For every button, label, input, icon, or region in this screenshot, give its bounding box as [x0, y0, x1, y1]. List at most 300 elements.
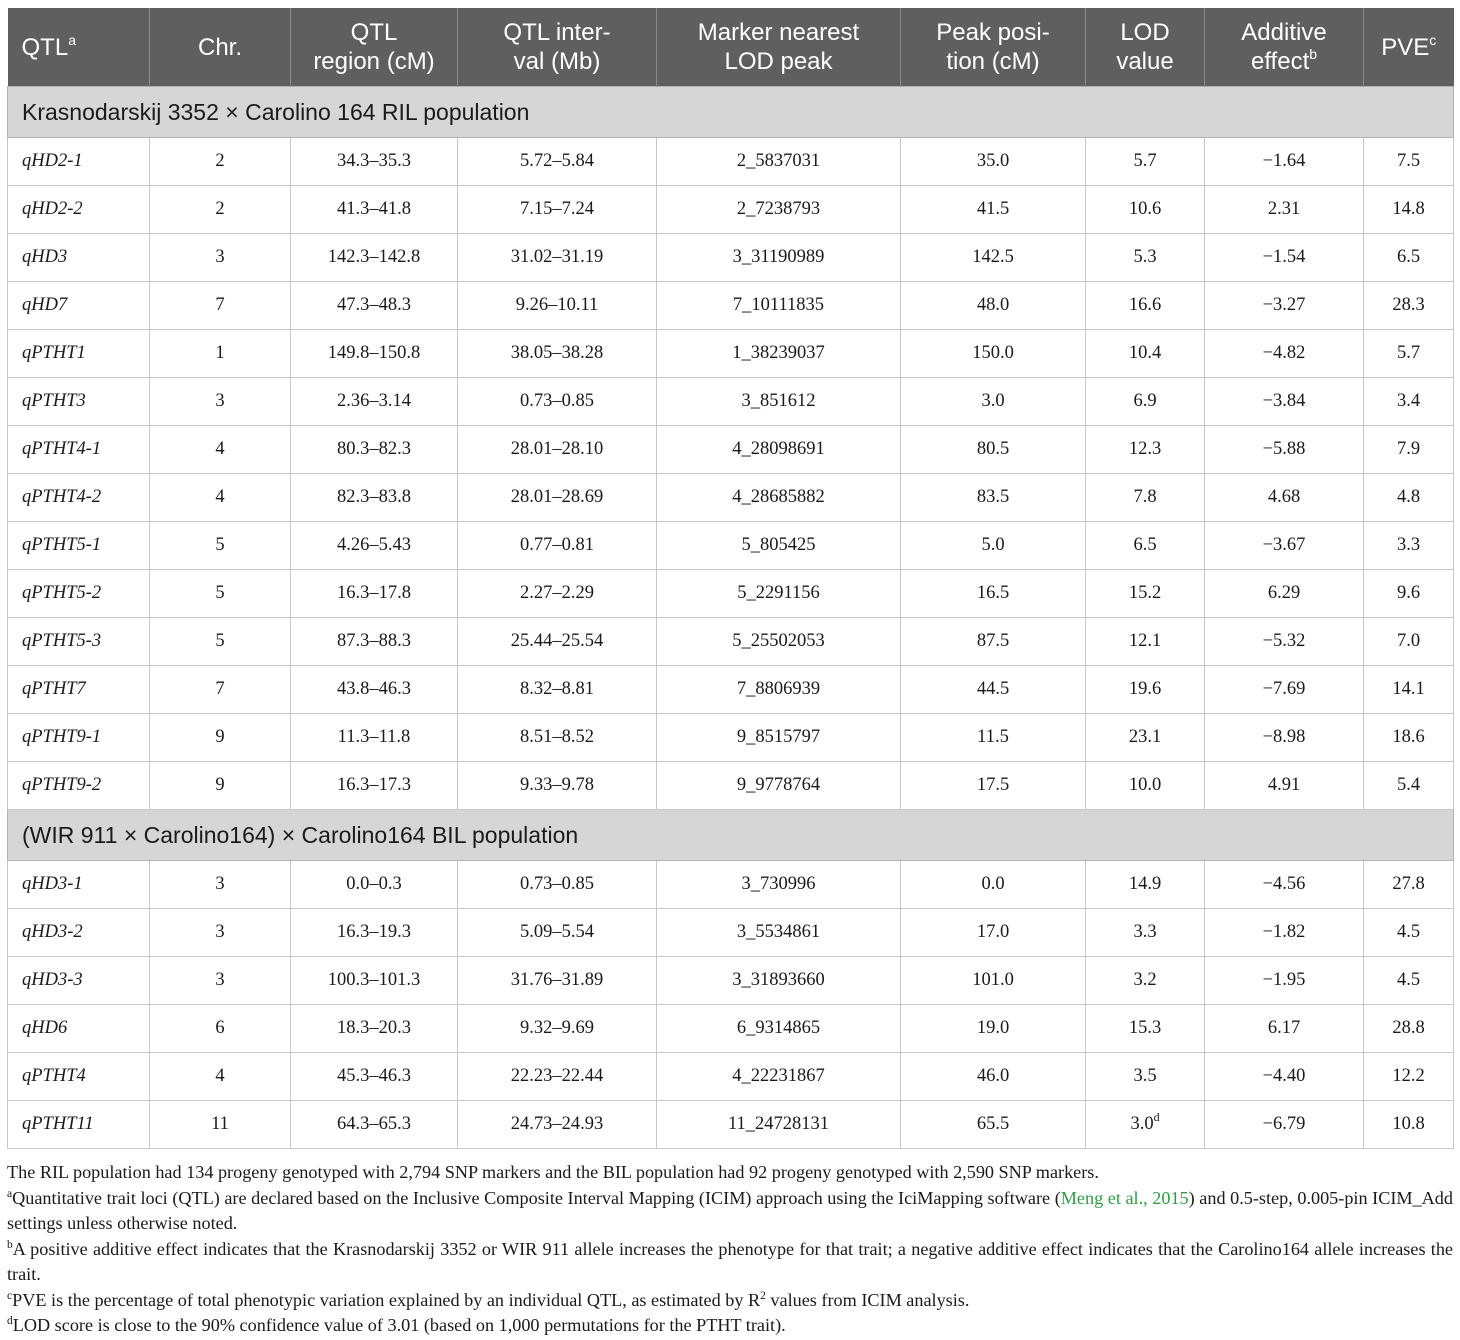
cell-lod-value: 23.1 [1128, 727, 1162, 747]
cell-lod-value: 5.3 [1133, 247, 1157, 267]
footnote-marker-a: a [68, 31, 76, 48]
cell-interval-value: 28.01–28.69 [510, 487, 604, 507]
cell-qtl-value: qHD7 [22, 295, 68, 315]
header-lod [1086, 8, 1205, 87]
cell-lod [1086, 861, 1205, 909]
cell-lod [1086, 714, 1205, 762]
cell-region-value: 18.3–20.3 [337, 1018, 411, 1038]
cell-peak-value: 11.5 [977, 727, 1009, 747]
cell-qtl-value: qHD6 [22, 1018, 68, 1038]
cell-chr-value: 5 [215, 631, 225, 651]
qtl-table [7, 8, 1454, 1149]
cell-lod [1086, 138, 1205, 186]
cell-marker-value: 3_730996 [741, 874, 816, 894]
cell-region [291, 1053, 458, 1101]
footnote-marker-c: c [1429, 31, 1437, 48]
cell-pve-value: 10.8 [1392, 1114, 1425, 1134]
cell-additive [1205, 618, 1364, 666]
header-qtl-interval [458, 8, 657, 87]
cell-qtl [8, 186, 150, 234]
cell-additive-value: −5.32 [1262, 631, 1306, 651]
cell-interval-value: 0.73–0.85 [520, 874, 594, 894]
cell-lod [1086, 1101, 1205, 1149]
cell-marker-value: 11_24728131 [727, 1114, 830, 1134]
cell-region [291, 1101, 458, 1149]
cell-interval [458, 570, 657, 618]
cell-pve [1364, 957, 1454, 1005]
cell-region [291, 138, 458, 186]
cell-peak-value: 16.5 [976, 583, 1010, 603]
cell-region-value: 16.3–17.8 [337, 583, 411, 603]
cell-pve-value: 27.8 [1392, 874, 1425, 894]
cell-chr-value: 3 [215, 391, 225, 411]
table-row [8, 234, 1454, 282]
cell-qtl-value: qPTHT9-1 [22, 727, 102, 747]
cell-peak [901, 1053, 1086, 1101]
cell-chr [150, 570, 291, 618]
cell-qtl-value: qPTHT11 [22, 1114, 94, 1134]
cell-additive-value: −3.84 [1262, 391, 1306, 411]
cell-marker-value: 5_25502053 [732, 631, 825, 651]
cell-additive [1205, 570, 1364, 618]
cell-additive-value: −8.98 [1262, 727, 1306, 747]
header-pve [1364, 8, 1454, 87]
cell-interval-value: 9.33–9.78 [520, 775, 594, 795]
cell-additive [1205, 762, 1364, 810]
cell-region-value: 2.36–3.14 [337, 391, 411, 411]
cell-interval-value: 0.73–0.85 [520, 391, 594, 411]
population-group-row [8, 87, 1454, 138]
cell-chr-value: 9 [215, 775, 225, 795]
table-row [8, 909, 1454, 957]
cell-pve-value: 18.6 [1392, 727, 1425, 747]
cell-region [291, 186, 458, 234]
cell-interval-value: 7.15–7.24 [520, 199, 594, 219]
cell-peak [901, 570, 1086, 618]
cell-qtl-value: qPTHT1 [22, 343, 86, 363]
cell-additive-value: −3.27 [1262, 295, 1306, 315]
header-additive-effect [1205, 8, 1364, 87]
cell-pve [1364, 1101, 1454, 1149]
cell-chr-value: 5 [215, 535, 225, 555]
cell-marker [657, 282, 901, 330]
table-row [8, 186, 1454, 234]
cell-peak-value: 19.0 [976, 1018, 1010, 1038]
cell-pve-value: 4.5 [1396, 970, 1421, 990]
cell-marker [657, 618, 901, 666]
cell-pve [1364, 186, 1454, 234]
cell-lod [1086, 570, 1205, 618]
footnote-c-marker: c [7, 1289, 13, 1302]
cell-lod-value: 3.3 [1133, 922, 1157, 942]
cell-pve-value: 28.3 [1392, 295, 1425, 315]
cell-interval [458, 618, 657, 666]
cell-peak [901, 1005, 1086, 1053]
cell-region [291, 861, 458, 909]
cell-qtl [8, 909, 150, 957]
footnote-marker-d: d [1153, 1110, 1160, 1124]
cell-pve-value: 7.9 [1396, 439, 1421, 459]
cell-region [291, 909, 458, 957]
cell-interval-value: 2.27–2.29 [520, 583, 594, 603]
cell-qtl-value: qPTHT4 [22, 1066, 86, 1086]
header-marker [657, 8, 901, 87]
cell-additive [1205, 1005, 1364, 1053]
cell-pve-value: 28.8 [1392, 1018, 1425, 1038]
cell-region-value: 149.8–150.8 [327, 343, 421, 363]
cell-additive [1205, 330, 1364, 378]
cell-lod-value: 14.9 [1128, 874, 1162, 894]
cell-interval [458, 1005, 657, 1053]
cell-qtl [8, 330, 150, 378]
table-body [8, 87, 1454, 1149]
header-chr [150, 8, 291, 87]
cell-qtl-value: qPTHT4-1 [22, 439, 102, 459]
cell-lod [1086, 618, 1205, 666]
cell-peak [901, 330, 1086, 378]
cell-additive [1205, 522, 1364, 570]
table-row [8, 1101, 1454, 1149]
cell-lod-value: 3.5 [1133, 1066, 1157, 1086]
cell-additive-value: −4.56 [1262, 874, 1306, 894]
cell-pve [1364, 1053, 1454, 1101]
cell-interval [458, 330, 657, 378]
cell-interval [458, 234, 657, 282]
cell-additive-value: 6.29 [1267, 583, 1301, 603]
cell-qtl [8, 1053, 150, 1101]
cell-marker [657, 666, 901, 714]
cell-qtl-value: qHD3-2 [22, 922, 83, 942]
cell-qtl [8, 570, 150, 618]
cell-peak-value: 44.5 [976, 679, 1010, 699]
cell-interval [458, 1053, 657, 1101]
cell-peak-value: 35.0 [976, 151, 1010, 171]
citation-link[interactable]: Meng et al., 2015 [1060, 1187, 1189, 1208]
cell-pve-value: 12.2 [1392, 1066, 1425, 1086]
cell-marker-value: 4_28098691 [732, 439, 825, 459]
cell-chr-value: 2 [215, 199, 225, 219]
cell-lod-value: 12.3 [1128, 439, 1162, 459]
cell-marker-value: 3_5534861 [736, 922, 821, 942]
table-row [8, 666, 1454, 714]
cell-qtl-value: qPTHT7 [22, 679, 86, 699]
cell-marker [657, 234, 901, 282]
footnote-marker-b: b [1309, 46, 1318, 62]
cell-lod [1086, 330, 1205, 378]
cell-peak-value: 83.5 [976, 487, 1010, 507]
cell-lod-value: 3.0 [1130, 1114, 1154, 1134]
cell-chr-value: 7 [215, 295, 225, 315]
cell-region [291, 522, 458, 570]
cell-pve [1364, 861, 1454, 909]
cell-additive-value: −4.82 [1262, 343, 1306, 363]
cell-chr [150, 618, 291, 666]
cell-region [291, 1005, 458, 1053]
table-row [8, 714, 1454, 762]
cell-marker [657, 1005, 901, 1053]
cell-pve-value: 4.5 [1396, 922, 1421, 942]
cell-additive [1205, 861, 1364, 909]
footnote-d [7, 1313, 1453, 1339]
cell-qtl-value: qPTHT4-2 [22, 487, 102, 507]
table-row [8, 957, 1454, 1005]
cell-interval-value: 9.32–9.69 [520, 1018, 594, 1038]
cell-qtl [8, 861, 150, 909]
cell-lod [1086, 186, 1205, 234]
footnote-a-text-after: ) and 0.5-step, 0.005-pin ICIM_Add settings unless otherwise noted. [7, 1187, 1453, 1233]
cell-peak [901, 861, 1086, 909]
cell-additive-value: −7.69 [1262, 679, 1306, 699]
footnote-a [7, 1186, 1453, 1237]
header-qtl-label: QTL [21, 33, 69, 61]
cell-additive [1205, 957, 1364, 1005]
cell-pve [1364, 138, 1454, 186]
footnote-a-marker: a [7, 1187, 13, 1200]
cell-marker-value: 3_851612 [741, 391, 816, 411]
cell-peak [901, 426, 1086, 474]
cell-interval-value: 28.01–28.10 [510, 439, 604, 459]
cell-chr [150, 522, 291, 570]
cell-marker [657, 426, 901, 474]
cell-interval [458, 666, 657, 714]
cell-lod-value: 10.0 [1128, 775, 1162, 795]
cell-qtl [8, 618, 150, 666]
cell-qtl-value: qHD3-1 [22, 874, 83, 894]
cell-lod [1086, 522, 1205, 570]
cell-lod [1086, 909, 1205, 957]
table-row [8, 522, 1454, 570]
cell-lod-value: 6.9 [1133, 391, 1157, 411]
cell-region [291, 957, 458, 1005]
cell-interval-value: 5.72–5.84 [520, 151, 594, 171]
cell-marker-value: 3_31893660 [732, 970, 825, 990]
cell-marker [657, 1101, 901, 1149]
cell-pve [1364, 474, 1454, 522]
cell-interval-value: 9.26–10.11 [515, 295, 599, 315]
cell-peak [901, 762, 1086, 810]
cell-region [291, 378, 458, 426]
cell-chr-value: 9 [215, 727, 225, 747]
footnote-c-text-after: values from ICIM analysis. [765, 1289, 970, 1310]
cell-peak-value: 142.5 [972, 247, 1014, 267]
cell-interval [458, 762, 657, 810]
cell-region-value: 82.3–83.8 [337, 487, 411, 507]
cell-pve [1364, 909, 1454, 957]
cell-marker-value: 4_28685882 [732, 487, 825, 507]
cell-chr-value: 11 [211, 1114, 229, 1134]
cell-chr-value: 4 [215, 487, 225, 507]
header-pve-label: PVE [1381, 33, 1430, 61]
cell-qtl-value: qPTHT5-3 [22, 631, 102, 651]
cell-pve-value: 7.0 [1396, 631, 1421, 651]
table-row [8, 282, 1454, 330]
cell-marker [657, 762, 901, 810]
table-row [8, 618, 1454, 666]
cell-region-value: 47.3–48.3 [337, 295, 411, 315]
cell-qtl-value: qPTHT5-2 [22, 583, 102, 603]
cell-marker-value: 7_8806939 [736, 679, 821, 699]
cell-lod [1086, 957, 1205, 1005]
cell-pve-value: 14.8 [1392, 199, 1425, 219]
cell-lod-value: 5.7 [1133, 151, 1157, 171]
cell-pve-value: 3.3 [1396, 535, 1421, 555]
cell-peak [901, 957, 1086, 1005]
cell-region-value: 4.26–5.43 [337, 535, 411, 555]
cell-chr [150, 762, 291, 810]
cell-marker-value: 9_8515797 [736, 727, 821, 747]
cell-lod [1086, 426, 1205, 474]
cell-chr [150, 330, 291, 378]
cell-lod-value: 6.5 [1133, 535, 1157, 555]
cell-additive [1205, 1053, 1364, 1101]
cell-interval [458, 138, 657, 186]
cell-chr [150, 234, 291, 282]
cell-chr [150, 378, 291, 426]
cell-lod-value: 15.2 [1128, 583, 1162, 603]
cell-region-value: 43.8–46.3 [337, 679, 411, 699]
cell-chr-value: 3 [215, 922, 225, 942]
cell-marker-value: 3_31190989 [732, 247, 825, 267]
population-group-title: Krasnodarskij 3352 × Carolino 164 RIL population [8, 87, 1454, 138]
cell-qtl [8, 957, 150, 1005]
header-marker-line2: LOD peak [724, 48, 833, 75]
cell-additive-value: −1.64 [1262, 151, 1306, 171]
cell-peak-value: 150.0 [972, 343, 1014, 363]
header-peak-line2: tion (cM) [946, 48, 1040, 75]
cell-lod [1086, 762, 1205, 810]
cell-marker-value: 6_9314865 [736, 1018, 821, 1038]
cell-interval [458, 909, 657, 957]
footnote-c [7, 1288, 1453, 1314]
cell-interval-value: 5.09–5.54 [520, 922, 594, 942]
cell-interval-value: 38.05–38.28 [510, 343, 604, 363]
cell-peak [901, 618, 1086, 666]
cell-peak [901, 522, 1086, 570]
cell-additive-value: −1.95 [1262, 970, 1306, 990]
cell-marker [657, 570, 901, 618]
cell-interval [458, 714, 657, 762]
cell-pve [1364, 426, 1454, 474]
cell-chr-value: 1 [215, 343, 225, 363]
cell-qtl [8, 1005, 150, 1053]
cell-chr-value: 2 [215, 151, 225, 171]
cell-additive [1205, 186, 1364, 234]
cell-additive [1205, 1101, 1364, 1149]
table-row [8, 1053, 1454, 1101]
cell-chr-value: 7 [215, 679, 225, 699]
cell-lod-value: 19.6 [1128, 679, 1162, 699]
cell-qtl [8, 378, 150, 426]
header-qtl-region [291, 8, 458, 87]
cell-pve-value: 5.7 [1396, 343, 1421, 363]
cell-lod [1086, 1053, 1205, 1101]
footnote-b-marker: b [7, 1238, 13, 1251]
cell-interval [458, 957, 657, 1005]
cell-peak [901, 1101, 1086, 1149]
cell-additive [1205, 426, 1364, 474]
cell-marker [657, 186, 901, 234]
cell-additive-value: −6.79 [1262, 1114, 1306, 1134]
cell-pve-value: 6.5 [1396, 247, 1421, 267]
cell-chr [150, 861, 291, 909]
cell-peak-value: 17.5 [976, 775, 1010, 795]
cell-lod-value: 12.1 [1128, 631, 1162, 651]
cell-lod [1086, 474, 1205, 522]
cell-additive [1205, 666, 1364, 714]
cell-pve [1364, 330, 1454, 378]
cell-interval-value: 24.73–24.93 [510, 1114, 604, 1134]
cell-chr [150, 186, 291, 234]
header-qtl [8, 8, 150, 87]
cell-pve [1364, 1005, 1454, 1053]
cell-marker [657, 522, 901, 570]
cell-marker-value: 9_9778764 [736, 775, 821, 795]
cell-pve-value: 3.4 [1396, 391, 1421, 411]
header-region-line1: QTL [350, 19, 398, 46]
cell-qtl [8, 522, 150, 570]
cell-pve [1364, 618, 1454, 666]
cell-marker [657, 957, 901, 1005]
cell-lod-value: 10.6 [1128, 199, 1162, 219]
cell-additive-value: 4.91 [1267, 775, 1301, 795]
cell-interval-value: 25.44–25.54 [510, 631, 604, 651]
cell-region-value: 142.3–142.8 [327, 247, 421, 267]
table-row [8, 378, 1454, 426]
cell-lod [1086, 378, 1205, 426]
population-group-title: (WIR 911 × Carolino164) × Carolino164 BIL population [8, 810, 1454, 861]
cell-region [291, 714, 458, 762]
cell-interval [458, 522, 657, 570]
cell-marker-value: 1_38239037 [732, 343, 825, 363]
cell-lod-value: 15.3 [1128, 1018, 1162, 1038]
header-interval-line2: val (Mb) [513, 48, 601, 75]
cell-peak-value: 48.0 [976, 295, 1010, 315]
cell-peak-value: 3.0 [981, 391, 1005, 411]
cell-qtl [8, 234, 150, 282]
cell-chr [150, 1005, 291, 1053]
cell-qtl-value: qHD3-3 [22, 970, 83, 990]
cell-peak [901, 474, 1086, 522]
cell-lod [1086, 1005, 1205, 1053]
table-row [8, 762, 1454, 810]
cell-interval [458, 186, 657, 234]
cell-pve-value: 7.5 [1396, 151, 1421, 171]
cell-interval [458, 426, 657, 474]
cell-lod-value: 7.8 [1133, 487, 1157, 507]
cell-marker [657, 909, 901, 957]
cell-chr [150, 1101, 291, 1149]
cell-marker [657, 330, 901, 378]
cell-additive-value: −1.54 [1262, 247, 1306, 267]
cell-qtl [8, 1101, 150, 1149]
cell-pve [1364, 282, 1454, 330]
cell-additive [1205, 909, 1364, 957]
cell-qtl-value: qPTHT3 [22, 391, 86, 411]
cell-lod [1086, 666, 1205, 714]
population-group-row [8, 810, 1454, 861]
cell-additive [1205, 474, 1364, 522]
cell-pve-value: 9.6 [1396, 583, 1421, 603]
footnote-intro [7, 1160, 1453, 1186]
cell-pve [1364, 666, 1454, 714]
cell-peak [901, 234, 1086, 282]
cell-chr-value: 6 [215, 1018, 225, 1038]
footnote-b-text: A positive additive effect indicates that the Krasnodarskij 3352 or WIR 911 allele increases the phenotype for that trait; a negative additive effect indicates that the Carolino164 allele increases the trait. [7, 1238, 1453, 1284]
cell-lod [1086, 234, 1205, 282]
cell-additive-value: −1.82 [1262, 922, 1306, 942]
footnote-b [7, 1237, 1453, 1288]
cell-interval-value: 31.02–31.19 [510, 247, 604, 267]
